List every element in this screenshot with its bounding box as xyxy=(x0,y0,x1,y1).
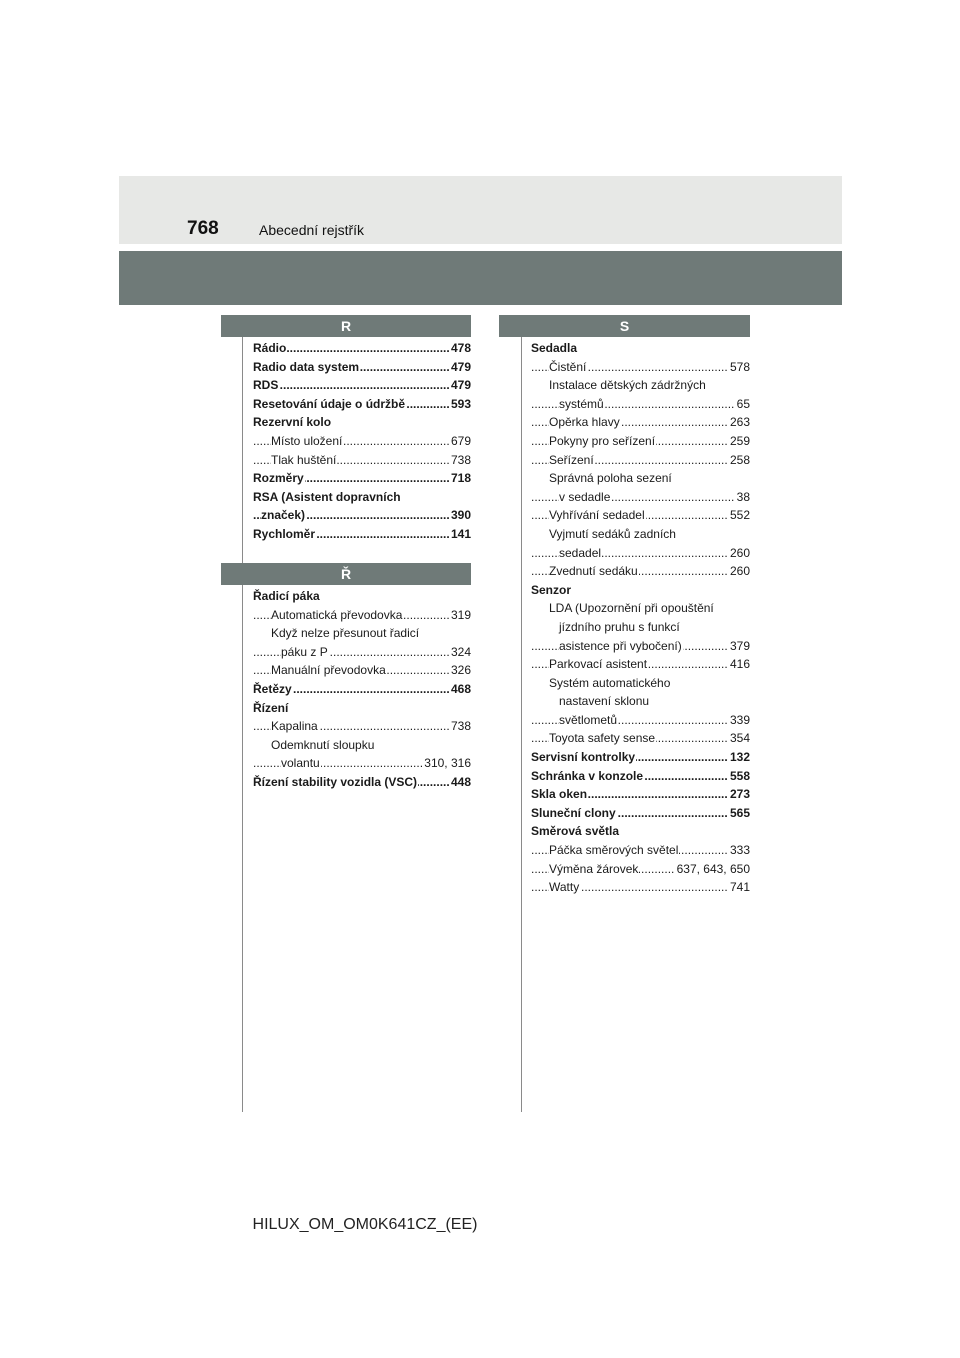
index-entry xyxy=(531,692,750,711)
index-entry-term: Rozměry xyxy=(253,471,304,486)
index-entry-term: Seřízení xyxy=(549,452,594,467)
index-entry-term: Parkovací asistent xyxy=(549,657,648,672)
index-entry-term: Kapalina xyxy=(271,719,318,734)
index-entry xyxy=(253,736,471,755)
index-entry xyxy=(531,469,750,488)
index-entry-term: Výměna žárovek xyxy=(549,861,639,876)
index-entry xyxy=(253,432,471,451)
index-entry-term: RDS xyxy=(253,378,279,393)
index-entry-term: Opěrka hlavy xyxy=(549,415,620,430)
index-entry xyxy=(531,748,750,767)
index-entry-term: Zvednutí sedáku xyxy=(549,564,638,579)
index-entry-term: Vyjmutí sedáků zadních xyxy=(549,526,676,541)
index-entry xyxy=(253,358,471,377)
index-entry-page: 679 xyxy=(449,432,471,451)
index-entry xyxy=(531,581,750,600)
index-entry-term: Resetování údaje o údržbě xyxy=(253,396,406,411)
index-entry xyxy=(253,717,471,736)
index-entry xyxy=(531,711,750,730)
index-entry-page: 259 xyxy=(728,432,750,451)
index-entry-term: Řízení stability vozidla (VSC) xyxy=(253,774,418,789)
index-entry-page: 478 xyxy=(449,339,471,358)
index-entry xyxy=(531,506,750,525)
index-entry-page: 379 xyxy=(728,637,750,656)
index-entry xyxy=(531,358,750,377)
index-entry-page: 258 xyxy=(728,451,750,470)
index-entry-term: Řadicí páka xyxy=(253,589,320,603)
index-entry xyxy=(253,624,471,643)
index-entry-page: 479 xyxy=(449,358,471,377)
index-entry-term: Instalace dětských zádržných xyxy=(549,378,706,393)
index-entry-term: Skla oken xyxy=(531,787,588,802)
index-entry xyxy=(531,395,750,414)
index-entry-term: Správná poloha sezení xyxy=(549,471,672,486)
index-entry xyxy=(253,699,471,718)
index-entry-page: 578 xyxy=(728,358,750,377)
letter-heading-s: S xyxy=(499,315,750,337)
index-entry-term: Řetězy xyxy=(253,681,292,696)
index-entry-term: Tlak huštění xyxy=(271,452,337,467)
index-entry xyxy=(253,451,471,470)
index-entry xyxy=(253,376,471,395)
index-entry-term: Senzor xyxy=(531,582,572,597)
index-entry-term: světlometů xyxy=(559,712,618,727)
index-entry-term: Směrová světla xyxy=(531,824,620,839)
index-entry-page: 263 xyxy=(728,413,750,432)
index-entry-term: volantu xyxy=(281,756,320,771)
index-entry-page: 354 xyxy=(728,729,750,748)
index-entry xyxy=(531,655,750,674)
index-entry-page: 637, 643, 650 xyxy=(675,860,750,879)
index-entry-term: Místo uložení xyxy=(271,433,343,448)
index-entry-page: 326 xyxy=(449,661,471,680)
index-entry-term: Čistění xyxy=(549,359,587,374)
index-entry xyxy=(531,878,750,897)
index-entry xyxy=(531,804,750,823)
index-entry xyxy=(253,413,471,432)
index-entry-term: Rychloměr xyxy=(253,526,316,541)
index-entry-term: Když nelze přesunout řadicí xyxy=(271,626,420,641)
index-entry xyxy=(253,606,471,625)
index-entry-term: páku z P xyxy=(281,644,328,659)
index-entry-page: 319 xyxy=(449,606,471,625)
index-entry xyxy=(531,525,750,544)
index-entry-term: systémů xyxy=(559,396,604,411)
index-entry-page: 552 xyxy=(728,506,750,525)
index-list-r xyxy=(253,339,471,544)
page-number: 768 xyxy=(187,218,219,239)
index-entry xyxy=(253,643,471,662)
index-entry xyxy=(253,661,471,680)
index-entry xyxy=(253,754,471,773)
index-list-s xyxy=(531,339,750,897)
footer-document-code: HILUX_OM_OM0K641CZ_(EE) xyxy=(252,1216,478,1233)
index-entry xyxy=(531,860,750,879)
index-entry xyxy=(531,674,750,693)
index-entry xyxy=(253,773,471,792)
index-entry-term: RSA (Asistent dopravních xyxy=(253,489,401,504)
index-entry-page: 741 xyxy=(728,878,750,897)
index-entry-page: 141 xyxy=(449,525,471,544)
index-entry xyxy=(531,432,750,451)
index-entry-page: 448 xyxy=(449,773,471,792)
index-entry-term: Radio data system xyxy=(253,359,360,374)
index-entry-term: Watty xyxy=(549,880,580,895)
right-column-rule xyxy=(521,336,522,1112)
index-entry xyxy=(531,376,750,395)
index-entry xyxy=(531,785,750,804)
index-entry-term: v sedadle xyxy=(559,489,611,504)
index-entry xyxy=(253,680,471,699)
index-entry-term: Toyota safety sense xyxy=(549,731,656,746)
index-entry xyxy=(531,562,750,581)
index-entry xyxy=(531,729,750,748)
index-entry-term: Schránka v konzole xyxy=(531,768,644,783)
header-dark-band xyxy=(119,251,842,305)
index-entry-page: 260 xyxy=(728,544,750,563)
index-entry-page: 310, 316 xyxy=(422,754,471,773)
header-band xyxy=(119,176,842,244)
index-entry-page: 738 xyxy=(449,717,471,736)
index-entry-page: 260 xyxy=(728,562,750,581)
index-entry-term: Páčka směrových světel xyxy=(549,843,679,858)
index-entry xyxy=(253,339,471,358)
index-entry-term: Sluneční clony xyxy=(531,805,616,820)
index-entry xyxy=(253,506,471,525)
index-entry-page: 416 xyxy=(728,655,750,674)
index-entry-term: Pokyny pro seřízení xyxy=(549,433,656,448)
index-entry xyxy=(531,488,750,507)
index-entry-term: Sedadla xyxy=(531,341,578,355)
index-entry-page: 390 xyxy=(449,506,471,525)
index-entry-page: 132 xyxy=(728,748,750,767)
index-entry-term: Řízení xyxy=(253,700,289,715)
index-entry xyxy=(253,525,471,544)
index-entry-page: 333 xyxy=(728,841,750,860)
index-entry-term: Vyhřívání sedadel xyxy=(549,508,645,523)
index-entry-term: sedadel xyxy=(559,545,602,560)
index-list-rcaron xyxy=(253,587,471,792)
letter-heading-rcaron: Ř xyxy=(221,563,471,585)
index-entry-page: 593 xyxy=(449,395,471,414)
index-entry xyxy=(253,488,471,507)
letter-heading-r: R xyxy=(221,315,471,337)
index-entry xyxy=(253,469,471,488)
index-entry-page: 339 xyxy=(728,711,750,730)
index-entry xyxy=(531,413,750,432)
index-entry xyxy=(531,618,750,637)
index-entry-term: nastavení sklonu xyxy=(559,694,650,709)
index-entry-page: 65 xyxy=(735,395,750,414)
index-entry xyxy=(531,841,750,860)
index-entry-term: jízdního pruhu s funkcí xyxy=(559,619,680,634)
index-entry xyxy=(531,544,750,563)
index-entry xyxy=(253,395,471,414)
index-entry-term: Automatická převodovka xyxy=(271,607,403,622)
index-entry-term: Manuální převodovka xyxy=(271,663,386,678)
index-entry xyxy=(531,637,750,656)
index-entry xyxy=(531,599,750,618)
index-entry xyxy=(531,822,750,841)
index-entry-page: 38 xyxy=(735,488,750,507)
index-entry xyxy=(253,587,471,606)
index-entry-page: 273 xyxy=(728,785,750,804)
index-entry-term: Systém automatického xyxy=(549,675,671,690)
index-entry xyxy=(531,339,750,358)
index-entry-page: 558 xyxy=(728,767,750,786)
index-entry-term: Rezervní kolo xyxy=(253,415,332,430)
index-entry-term: Servisní kontrolky xyxy=(531,750,636,765)
index-entry xyxy=(531,451,750,470)
index-entry-term: značek) xyxy=(261,508,306,523)
index-entry-term: LDA (Upozornění při opouštění xyxy=(549,601,714,616)
index-entry-term: Odemknutí sloupku xyxy=(271,737,375,752)
index-entry-page: 479 xyxy=(449,376,471,395)
index-entry-page: 565 xyxy=(728,804,750,823)
left-column-rule xyxy=(242,336,243,1112)
index-entry-page: 718 xyxy=(449,469,471,488)
index-entry-page: 324 xyxy=(449,643,471,662)
index-entry-page: 738 xyxy=(449,451,471,470)
index-entry-term: Rádio xyxy=(253,341,287,355)
section-title: Abecední rejstřík xyxy=(259,222,365,238)
index-entry xyxy=(531,767,750,786)
index-entry-term: asistence při vybočení) xyxy=(559,638,682,653)
index-entry-page: 468 xyxy=(449,680,471,699)
